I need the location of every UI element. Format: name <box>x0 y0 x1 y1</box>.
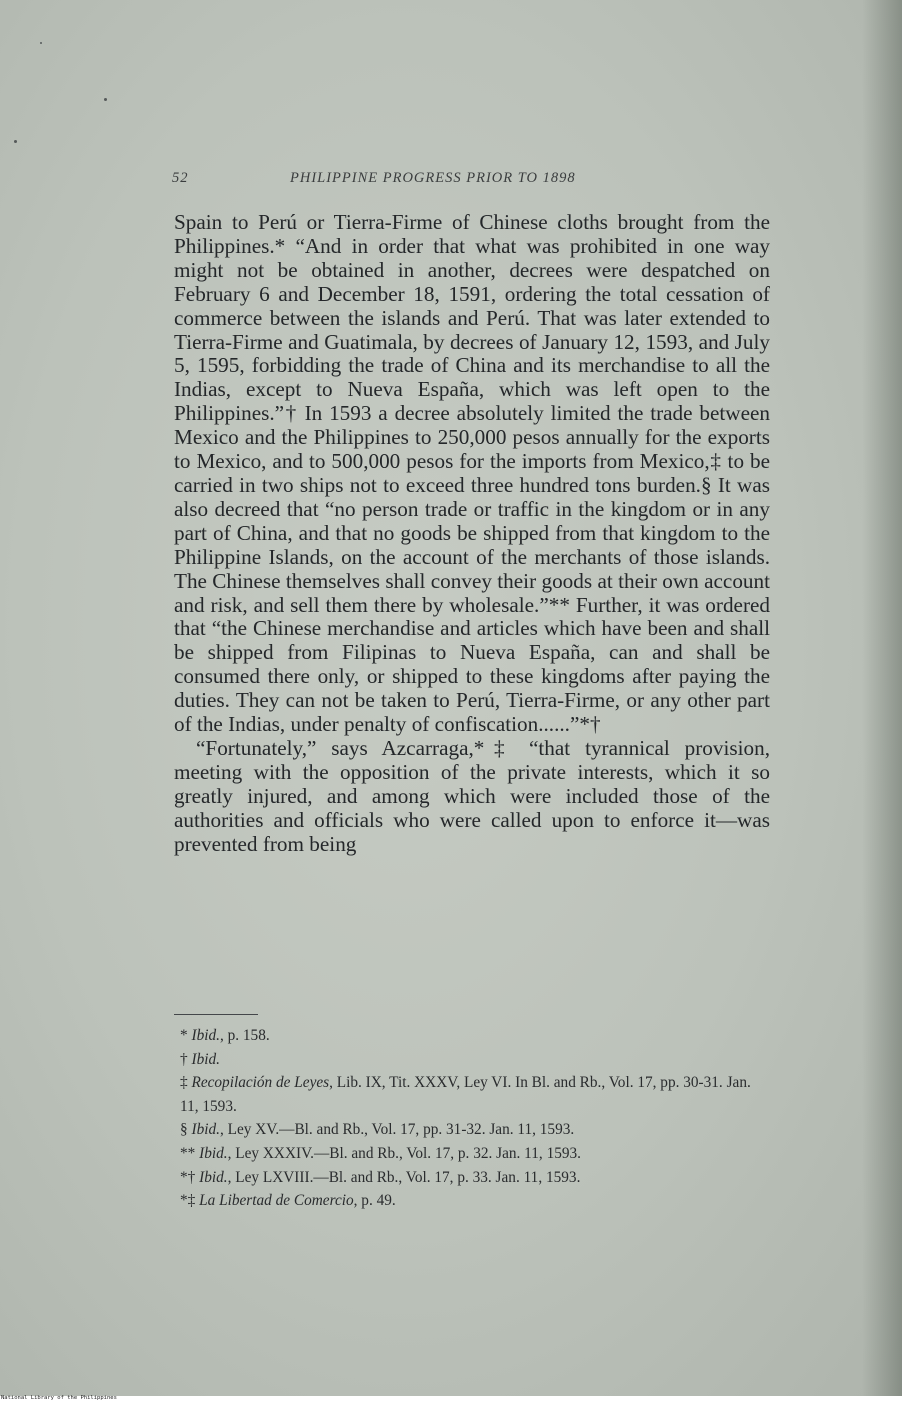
footnote <box>174 1166 770 1190</box>
footnote <box>174 1071 770 1118</box>
footnote-mark: § <box>180 1121 192 1139</box>
footnotes <box>174 1024 770 1213</box>
footnote-detail: , Ley LXVIII.—Bl. and Rb., Vol. 17, p. 33. Jan. 11, 1593. <box>227 1168 581 1186</box>
footnote <box>174 1118 770 1142</box>
footnote <box>174 1048 770 1072</box>
body-paragraph: “Fortunately,” says Azcarraga,*‡ “that tyrannical provision, meeting with the opposition of the private interests, which it so greatly injured, and among which were included those of the authorities and officials who were called upon to enforce it—was prevented from being <box>174 735 770 856</box>
footnote-detail: , Ley XXXIV.—Bl. and Rb., Vol. 17, p. 32. Jan. 11, 1593. <box>227 1144 581 1162</box>
footnote-detail: , p. 158. <box>219 1027 270 1044</box>
footnote-mark: † <box>180 1050 192 1068</box>
footnote-source: Ibid. <box>191 1050 220 1068</box>
footnote-source: La Libertad de Comercio <box>199 1192 354 1210</box>
footnote <box>174 1024 770 1048</box>
footnote-mark: * <box>180 1027 192 1044</box>
page-edge-shadow <box>862 0 902 1396</box>
footnote-rule <box>174 1014 258 1015</box>
footnote-mark: ‡ <box>180 1074 192 1092</box>
body-text <box>174 211 770 856</box>
dust-speck <box>104 98 107 101</box>
library-watermark <box>0 1396 902 1403</box>
footnote-source: Ibid. <box>191 1027 220 1044</box>
footnote-source: Ibid. <box>199 1144 228 1162</box>
footnote-mark: *‡ <box>180 1192 200 1210</box>
running-head <box>172 170 772 194</box>
dust-speck <box>40 42 42 44</box>
footnote-source: Recopilación de Leyes <box>191 1074 330 1092</box>
footnote <box>174 1142 770 1166</box>
footnote-detail: , p. 49. <box>353 1192 396 1210</box>
page-number: 52 <box>172 170 189 186</box>
footnote-mark: *† <box>180 1168 200 1186</box>
footnote-detail: , Lib. IX, Tit. XXXV, Ley VI. In Bl. and Rb., Vol. 17, pp. 30-31. Jan. 11, 1593. <box>180 1074 751 1115</box>
footnote-detail: , Ley XV.—Bl. and Rb., Vol. 17, pp. 31-32. Jan. 11, 1593. <box>219 1121 575 1139</box>
footnote-mark: ** <box>180 1144 200 1162</box>
dust-speck <box>14 140 17 143</box>
footnote <box>174 1189 770 1213</box>
running-title: PHILIPPINE PROGRESS PRIOR TO 1898 <box>290 170 576 186</box>
body-paragraph: Spain to Perú or Tierra-Firme of Chinese cloths brought from the Philippines.* “And in order that what was prohibited in one way might not be obtained in another, decrees were despatched on February 6 and December 18, 1591, ordering the total cessation of commerce between the islands and Perú. That was later extended to Tierra-Firme and Guatimala, by decrees of January 12, 1593, and July 5, 1595, forbidding the trade of China and its merchandise to all the Indias, except to Nueva España, which was left open to the Philippines.”† In 1593 a decree absolutely limited the trade between Mexico and the Philippines to 250,000 pesos annually for the exports to Mexico, and to 500,000 pesos for the imports from Mexico,‡ to be carried in two ships not to exceed three hundred tons burden.§ It was also decreed that “no person trade or traffic in the kingdom or in any part of China, and that no goods be shipped from that kingdom to the Philippine Islands, on the account of the merchants of those islands. The Chinese themselves shall convey their goods at their own account and risk, and sell them there by wholesale.”** Further, it was ordered that “the Chinese merchandise and articles which have been and shall be shipped from Filipinas to Nueva España, can and shall be consumed there only, or shipped to these kingdoms after paying the duties. They can not be taken to Perú, Tierra-Firme, or any other part of the Indias, under penalty of confiscation......”*† <box>174 210 770 737</box>
footnote-source: Ibid. <box>191 1121 220 1139</box>
watermark-text: National Library of the Philippines <box>1 1395 117 1401</box>
footnote-source: Ibid. <box>199 1168 228 1186</box>
